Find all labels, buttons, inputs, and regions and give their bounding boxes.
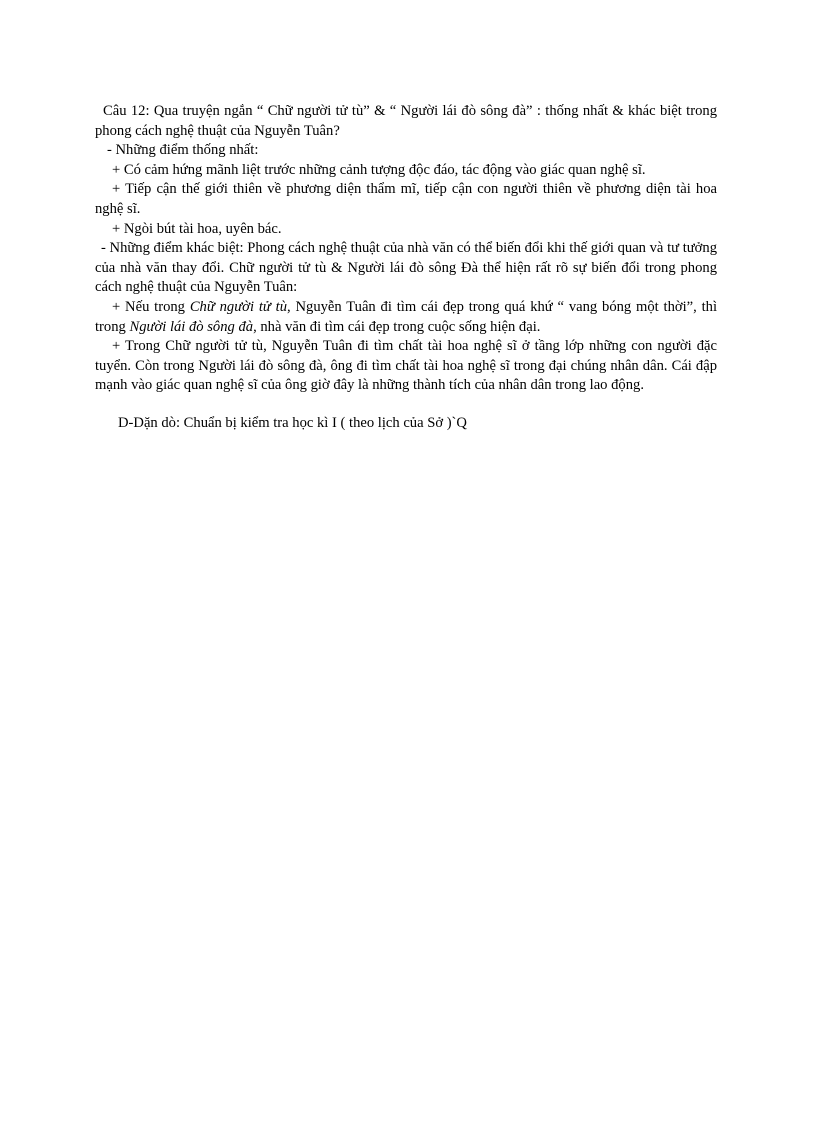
document-page [95, 102, 717, 434]
difference-item-1-part2: , Nguyễn Tuân đi tìm cái đẹp trong quá khứ “ vang bóng một thời”, thì trong [95, 298, 718, 335]
difference-item-1-title2: Người lái đò sông đà [129, 318, 254, 335]
difference-item-1-title1: Chữ người tử tù [189, 298, 288, 315]
difference-item-1-part3: , nhà văn đi tìm cái đẹp trong cuộc sống hiện đại. [253, 318, 541, 335]
difference-item-1 [95, 298, 717, 337]
difference-item-1-part1: + Nếu trong [112, 298, 190, 315]
difference-item-2: + Trong Chữ người tử tù, Nguyễn Tuân đi tìm chất tài hoa nghệ sĩ ở tầng lớp những con người đặc tuyển. Còn trong Người lái đò sông đà, ông đi tìm chất tài hoa nghệ sĩ trong đại chúng nhân dân. Cái đập mạnh vào giác quan nghệ sĩ của ông giờ đây là những thành tích của nhân dân trong lao động. [95, 338, 717, 394]
differences-heading: - Những điểm khác biệt: Phong cách nghệ thuật của nhà văn có thể biến đổi khi thế giới quan và tư tưởng của nhà văn thay đổi. Chữ người tử tù & Người lái đò sông Đà thể hiện rất rõ sự biến đổi trong phong cách nghệ thuật của Nguyễn Tuân: [95, 240, 717, 296]
closing-note: D-Dặn dò: Chuẩn bị kiểm tra học kì I ( theo lịch của Sở )`Q [118, 414, 467, 431]
similarities-heading: - Những điểm thống nhất: [107, 142, 259, 159]
similarity-item-2: + Tiếp cận thế giới thiên về phương diện thẩm mĩ, tiếp cận con người thiên về phương diện tài hoa nghệ sĩ. [95, 181, 717, 217]
similarity-item-1: + Có cảm hứng mãnh liệt trước những cảnh tượng độc đáo, tác động vào giác quan nghệ sĩ. [112, 161, 646, 178]
similarity-item-3: + Ngòi bút tài hoa, uyên bác. [112, 220, 282, 237]
question-paragraph: Câu 12: Qua truyện ngắn “ Chữ người tử tù” & “ Người lái đò sông đà” : thống nhất & khác biệt trong phong cách nghệ thuật của Nguyễn Tuân? [95, 103, 717, 139]
